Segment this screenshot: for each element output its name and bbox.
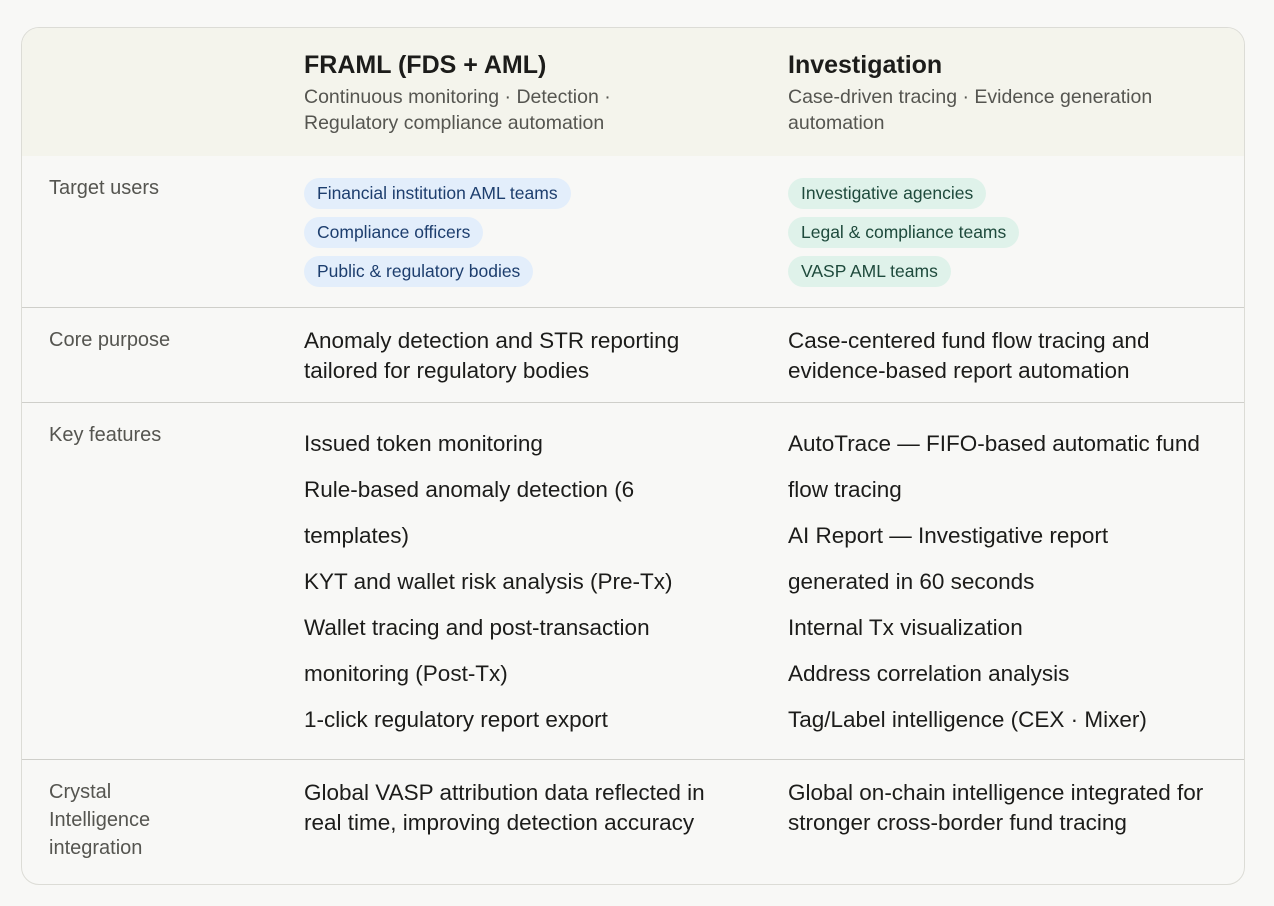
investigation-core-purpose: Case-centered fund flow tracing and evidence-based report automation	[788, 328, 1150, 383]
user-tag: Public & regulatory bodies	[304, 256, 533, 287]
framl-title: FRAML (FDS + AML)	[304, 51, 547, 79]
row-divider	[22, 307, 1244, 308]
feature-item: Wallet tracing and post-transaction monitoring (Post-Tx)	[304, 615, 650, 686]
feature-item: AutoTrace — FIFO-based automatic fund flow tracing	[788, 431, 1200, 502]
investigation-crystal-intelligence: Global on-chain intelligence integrated for stronger cross-border fund tracing	[788, 780, 1204, 835]
row-label-crystal-intelligence: Crystal Intelligence integration	[49, 781, 151, 859]
investigation-key-features	[788, 421, 1208, 743]
framl-crystal-intelligence: Global VASP attribution data reflected in real time, improving detection accuracy	[304, 780, 705, 835]
investigation-header	[788, 50, 1228, 136]
feature-item: Address correlation analysis	[788, 661, 1070, 686]
framl-key-features	[304, 421, 734, 743]
row-label-key-features: Key features	[49, 424, 162, 446]
feature-item: Rule-based anomaly detection (6 templates)	[304, 477, 635, 548]
feature-item: KYT and wallet risk analysis (Pre-Tx)	[304, 569, 673, 594]
row-divider	[22, 759, 1244, 760]
framl-core-purpose: Anomaly detection and STR reporting tailored for regulatory bodies	[304, 328, 680, 383]
feature-item: Issued token monitoring	[304, 431, 543, 456]
feature-item: AI Report — Investigative report generated in 60 seconds	[788, 523, 1109, 594]
investigation-target-users	[788, 178, 1228, 295]
feature-item: Internal Tx visualization	[788, 615, 1023, 640]
comparison-table	[21, 27, 1245, 885]
framl-target-users	[304, 178, 754, 295]
user-tag: Investigative agencies	[788, 178, 986, 209]
framl-header	[304, 50, 754, 136]
row-divider	[22, 402, 1244, 403]
user-tag: Financial institution AML teams	[304, 178, 571, 209]
user-tag: Compliance officers	[304, 217, 483, 248]
feature-item: 1-click regulatory report export	[304, 707, 608, 732]
row-label-target-users: Target users	[49, 177, 160, 199]
row-label-core-purpose: Core purpose	[49, 329, 171, 351]
investigation-subtitle: Case-driven tracing · Evidence generation automation	[788, 86, 1153, 134]
investigation-title: Investigation	[788, 51, 943, 79]
user-tag: VASP AML teams	[788, 256, 951, 287]
feature-item: Tag/Label intelligence (CEX · Mixer)	[788, 707, 1147, 732]
framl-subtitle: Continuous monitoring · Detection · Regulatory compliance automation	[304, 86, 611, 134]
user-tag: Legal & compliance teams	[788, 217, 1019, 248]
